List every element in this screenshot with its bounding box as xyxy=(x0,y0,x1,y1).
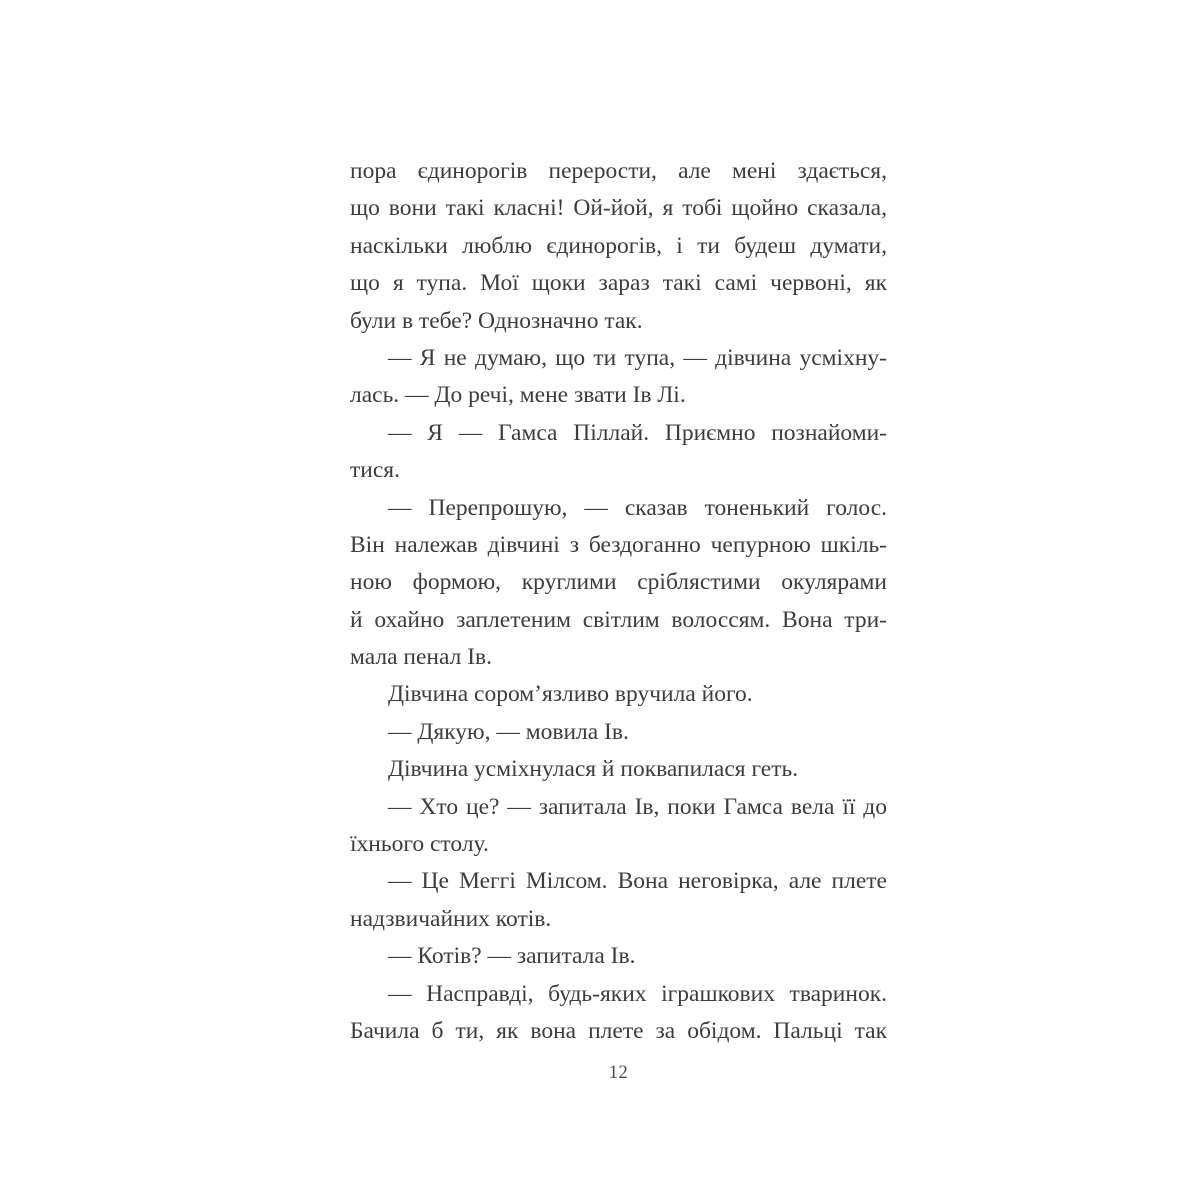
text-line: — Насправді, будь-яких іграшкових тваринок. xyxy=(388,980,887,1007)
text-line: — Я — Гамса Піллай. Приємно познайоми- xyxy=(388,419,887,446)
text-line: надзвичайних котів. xyxy=(350,905,552,932)
text-line: лась. — До речі, мене звати Ів Лі. xyxy=(350,382,686,409)
page-number: 12 xyxy=(608,1063,629,1083)
text-line: тися. xyxy=(350,457,400,484)
text-line: Дівчина усміхнулася й поквапилася геть. xyxy=(388,756,799,783)
text-line: Він належав дівчині з бездоганно чепурною шкіль- xyxy=(350,531,887,558)
text-line: — Перепрошую, — сказав тоненький голос. xyxy=(388,494,887,521)
text-line: — Дякую, — мовила Ів. xyxy=(388,718,629,745)
text-block xyxy=(350,153,887,1050)
text-line: — Котів? — запитала Ів. xyxy=(388,943,636,970)
text-line: їхнього столу. xyxy=(350,831,489,858)
text-line: Бачила б ти, як вона плете за обідом. Пальці так xyxy=(350,1017,887,1044)
text-line: — Хто це? — запитала Ів, поки Гамса вела її до xyxy=(388,793,887,820)
text-line: що я тупа. Мої щоки зараз такі самі червоні, як xyxy=(350,270,887,297)
text-line: — Я не думаю, що ти тупа, — дівчина усміхну- xyxy=(388,344,887,371)
text-line: наскільки люблю єдинорогів, і ти будеш думати, xyxy=(350,232,887,259)
text-line: — Це Меггі Мілсом. Вона неговірка, але плете xyxy=(388,868,887,895)
text-line: й охайно заплетеним світлим волоссям. Вона три- xyxy=(350,606,887,633)
text-line: що вони такі класні! Ой-йой, я тобі щойно сказала, xyxy=(350,195,887,222)
text-line: мала пенал Ів. xyxy=(350,644,492,671)
text-line: були в тебе? Однозначно так. xyxy=(350,307,643,334)
text-line: Дівчина сором’язливо вручила його. xyxy=(388,681,753,708)
text-line: ною формою, круглими сріблястими окулярами xyxy=(350,569,887,596)
text-line: пора єдинорогів перерости, але мені здається, xyxy=(350,158,887,184)
